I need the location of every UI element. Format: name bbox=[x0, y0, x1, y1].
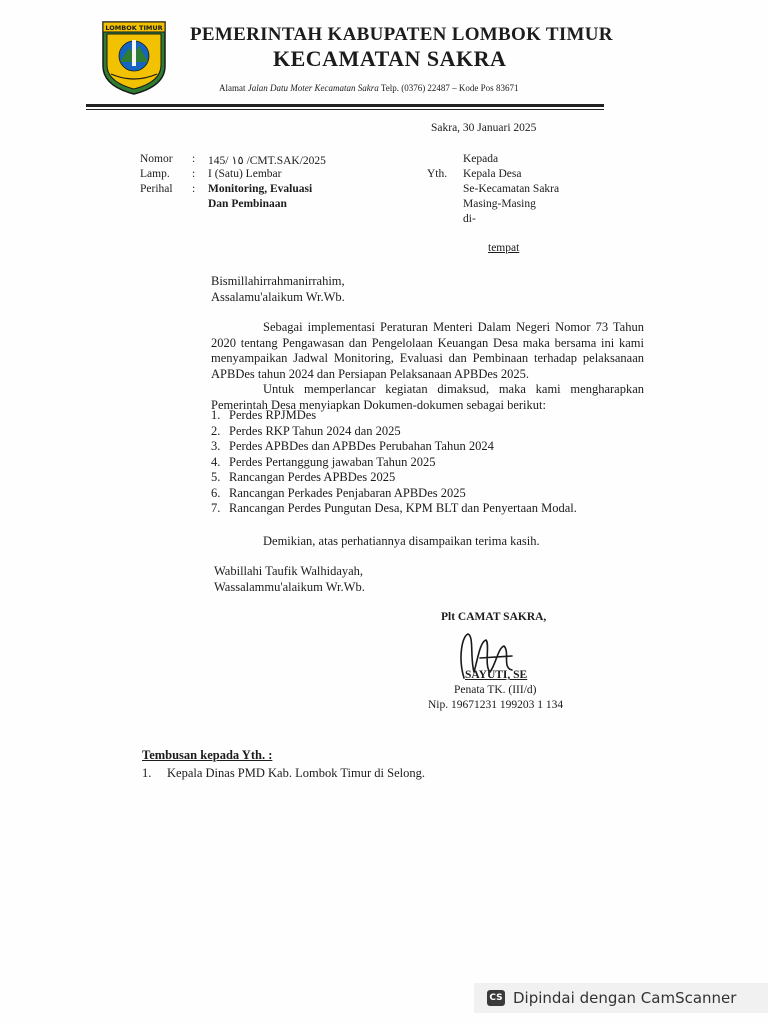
body-paragraph-1: Sebagai implementasi Peraturan Menteri Dalam Negeri Nomor 73 Tahun 2020 tentang Pengawasan dan Pengelolaan Keuangan Desa maka bersama ini kami menyampaikan Jadwal Monitoring, Evaluasi dan Pembinaan terhadap pelaksanaan APBDes tahun 2024 dan Persiapan Pelaksanaan APBDes 2025. bbox=[211, 320, 644, 381]
list-item: 1. Perdes RPJMDes bbox=[211, 408, 317, 422]
required-documents-list bbox=[211, 408, 577, 517]
closing-greeting: Wabillahi Taufik Walhidayah, bbox=[214, 564, 364, 578]
letterhead-rule-thick bbox=[86, 104, 604, 107]
meta-colon: : bbox=[192, 153, 196, 165]
meta-value-attachment: I (Satu) Lembar bbox=[208, 168, 282, 180]
recipient-kepada: Kepada bbox=[463, 153, 499, 165]
recipient-yth: Yth. bbox=[427, 168, 448, 180]
recipient-tempat: tempat bbox=[488, 242, 520, 254]
meta-colon: : bbox=[192, 168, 196, 180]
meta-label-number: Nomor bbox=[140, 153, 173, 165]
recipient-line4: di- bbox=[463, 213, 476, 225]
office-address bbox=[219, 83, 518, 93]
cc-heading: Tembusan kepada Yth. : bbox=[142, 748, 273, 762]
government-heading: PEMERINTAH KABUPATEN LOMBOK TIMUR bbox=[190, 24, 613, 45]
meta-value-subject-line2: Dan Pembinaan bbox=[208, 198, 287, 210]
signatory-name: SAYUTI, SE bbox=[465, 669, 528, 681]
closing-sentence: Demikian, atas perhatiannya disampaikan terima kasih. bbox=[263, 534, 540, 548]
recipient-line1: Kepala Desa bbox=[463, 168, 522, 180]
logo-text: LOMBOK TIMUR bbox=[105, 24, 163, 32]
address-contact: Telp. (0376) 22487 – Kode Pos 83671 bbox=[380, 83, 519, 93]
list-item: 6. Rancangan Perkades Penjabaran APBDes 2025 bbox=[211, 485, 466, 500]
cc-item-text: Kepala Dinas PMD Kab. Lombok Timur di Selong. bbox=[167, 766, 425, 780]
meta-value-subject: Monitoring, Evaluasi bbox=[208, 183, 313, 195]
regency-emblem-logo bbox=[99, 18, 169, 96]
signatory-rank: Penata TK. (III/d) bbox=[454, 684, 537, 696]
list-item: 3. Perdes APBDes dan APBDes Perubahan Tahun 2024 bbox=[211, 439, 494, 453]
opening-greeting: Bismillahirrahmanirrahim, bbox=[211, 274, 345, 288]
list-item: 4. Perdes Pertanggung jawaban Tahun 2025 bbox=[211, 454, 436, 469]
signatory-title: Plt CAMAT SAKRA, bbox=[441, 611, 547, 623]
list-item: 5. Rancangan Perdes APBDes 2025 bbox=[211, 470, 396, 484]
opening-salam: Assalamu'alaikum Wr.Wb. bbox=[211, 290, 345, 304]
letterhead-rule-thin bbox=[86, 109, 604, 110]
list-item: 7. Rancangan Perdes Pungutan Desa, KPM BLT dan Penyertaan Modal. bbox=[211, 501, 577, 515]
camscanner-logo-icon: CS bbox=[487, 990, 505, 1006]
camscanner-badge bbox=[474, 983, 768, 1013]
closing-salam: Wassalammu'alaikum Wr.Wb. bbox=[214, 580, 365, 594]
recipient-line3: Masing-Masing bbox=[463, 198, 536, 210]
body-text bbox=[211, 320, 644, 413]
recipient-line2: Se-Kecamatan Sakra bbox=[463, 183, 560, 195]
signatory-nip: Nip. 19671231 199203 1 134 bbox=[428, 699, 564, 711]
meta-value-number: 145/ ١٥ /CMT.SAK/2025 bbox=[208, 155, 326, 167]
meta-label-attachment: Lamp. bbox=[140, 168, 170, 180]
body-paragraph-2: Untuk memperlancar kegiatan dimaksud, maka kami mengharapkan Pemerintah Desa menyiapkan Dokumen-dokumen sebagai berikut: bbox=[211, 382, 644, 412]
cc-item-number: 1. bbox=[142, 766, 152, 780]
place-date: Sakra, 30 Januari 2025 bbox=[431, 122, 537, 134]
address-street: Jalan Datu Moter Kecamatan Sakra bbox=[247, 83, 379, 93]
list-item: 2. Perdes RKP Tahun 2024 dan 2025 bbox=[211, 423, 401, 438]
address-prefix: Alamat bbox=[219, 83, 246, 93]
meta-label-subject: Perihal bbox=[140, 183, 173, 195]
camscanner-label: Dipindai dengan CamScanner bbox=[513, 989, 737, 1007]
meta-colon: : bbox=[192, 183, 196, 195]
office-heading: KECAMATAN SAKRA bbox=[273, 46, 507, 71]
